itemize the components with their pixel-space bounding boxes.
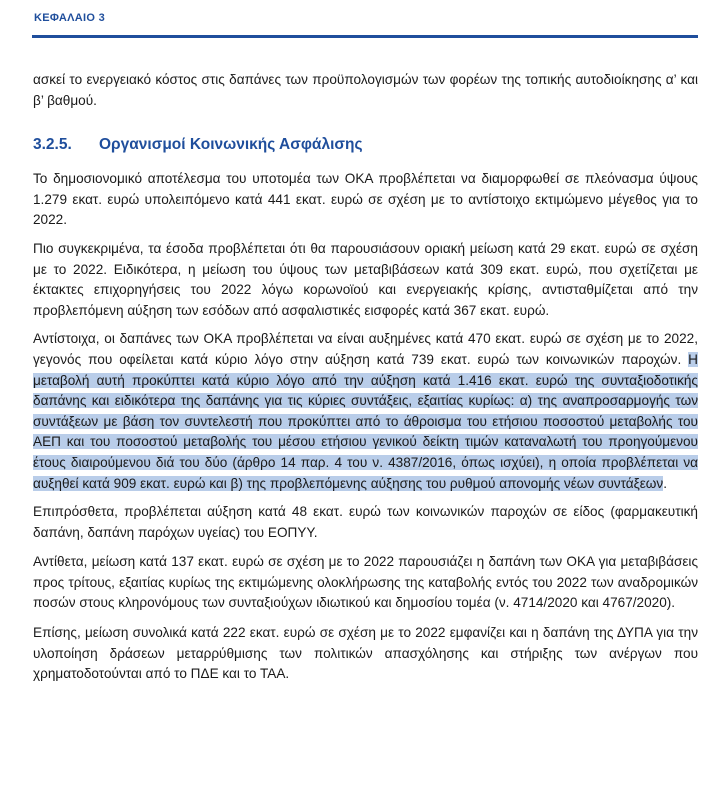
paragraph-dypa: Επίσης, μείωση συνολικά κατά 222 εκατ. ευρώ σε σχέση με το 2022 εμφανίζει και η δαπάνη της ΔΥΠΑ για την υλοποίηση δράσεων μεταρρύθμισης των πολιτικών απασχόλησης και στήριξης των ανέργων που χρηματοδοτούνται από το ΠΔΕ και το ΤΑΑ.	[33, 625, 698, 682]
paragraph-expenditures	[33, 329, 698, 494]
section-title: Οργανισμοί Κοινωνικής Ασφάλισης	[99, 136, 363, 154]
intro-paragraph: ασκεί το ενεργειακό κόστος στις δαπάνες των προϋπολογισμών των φορέων της τοπικής αυτοδιοίκησης α’ και β’ βαθμού.	[33, 72, 698, 108]
paragraph-eopyy: Επιπρόσθετα, προβλέπεται αύξηση κατά 48 εκατ. ευρώ των κοινωνικών παροχών σε είδος (φαρμακευτική δαπάνη, δαπάνη παρόχων υγείας) του ΕΟΠΥΥ.	[33, 504, 698, 540]
paragraph-revenues: Πιο συγκεκριμένα, τα έσοδα προβλέπεται ότι θα παρουσιάσουν οριακή μείωση κατά 29 εκατ. ευρώ σε σχέση με το 2022. Ειδικότερα, η μείωση του ύψους των μεταβιβάσεων κατά 309 εκατ. ευρώ, που σχετίζεται με έκτακτες επιχορηγήσεις του 2022 λόγω κορωνοϊού και ενεργειακής κρίσης, αντισταθμίζεται από την προβλεπόμενη αύξηση των εσόδων από ασφαλιστικές εισφορές κατά 367 εκατ. ευρώ.	[33, 240, 698, 318]
expenditures-end: .	[663, 475, 667, 491]
paragraph-fiscal-balance: Το δημοσιονομικό αποτέλεσμα του υποτομέα των ΟΚΑ προβλέπεται να διαμορφωθεί σε πλεόνασμα ύψους 1.279 εκατ. ευρώ υπολειπόμενο κατά 441 εκατ. ευρώ σε σχέση με το αντίστοιχο εκτιμώμενο μέγεθος για το 2022.	[33, 171, 698, 228]
chapter-header: ΚΕΦΑΛΑΙΟ 3	[34, 12, 106, 24]
header-rule	[32, 35, 698, 38]
highlighted-text: Η μεταβολή αυτή προκύπτει κατά κύριο λόγο από την αύξηση κατά 1.416 εκατ. ευρώ της συνταξιοδοτικής δαπάνης και ειδικότερα της δαπάνης για τις κύριες συντάξεις, εξαιτίας κυρίως: α) της αναπροσαρμογής των συντάξεων με βάση τον συντελεστή που προκύπτει από το άθροισμα του ετήσιου ποσοστού μεταβολής του ΑΕΠ και του ποσοστού μεταβολής του μέσου ετήσιου γενικού δείκτη τιμών καταναλωτή του προηγούμενου έτους διαιρούμενου διά του δύο (άρθρο 14 παρ. 4 του ν. 4387/2016, όπως ισχύει), η οποία προβλέπεται να αυξηθεί κατά 909 εκατ. ευρώ και β) της προβλεπόμενης αύξησης του ρυθμού απονομής νέων συντάξεων	[33, 351, 698, 491]
section-heading	[33, 131, 698, 159]
expenditures-text: Αντίστοιχα, οι δαπάνες των ΟΚΑ προβλέπεται να είναι αυξημένες κατά 470 εκατ. ευρώ σε σχέση με το 2022, γεγονός που οφείλεται κατά κύριο λόγο στην αύξηση κατά 739 εκατ. ευρώ των κοινωνικών παροχών.	[33, 331, 698, 367]
document-body	[33, 70, 698, 693]
paragraph-transfers: Αντίθετα, μείωση κατά 137 εκατ. ευρώ σε σχέση με το 2022 παρουσιάζει η δαπάνη των ΟΚΑ για μεταβιβάσεις προς τρίτους, εξαιτίας κυρίως της εκτιμώμενης ολοκλήρωσης της καταβολής εντός του 2022 των αναδρομικών ποσών στους κληρονόμους των συνταξιούχων ιδιωτικού και δημοσίου τομέα (ν. 4714/2020 και 4767/2020).	[33, 554, 698, 611]
section-number: 3.2.5.	[33, 136, 72, 154]
